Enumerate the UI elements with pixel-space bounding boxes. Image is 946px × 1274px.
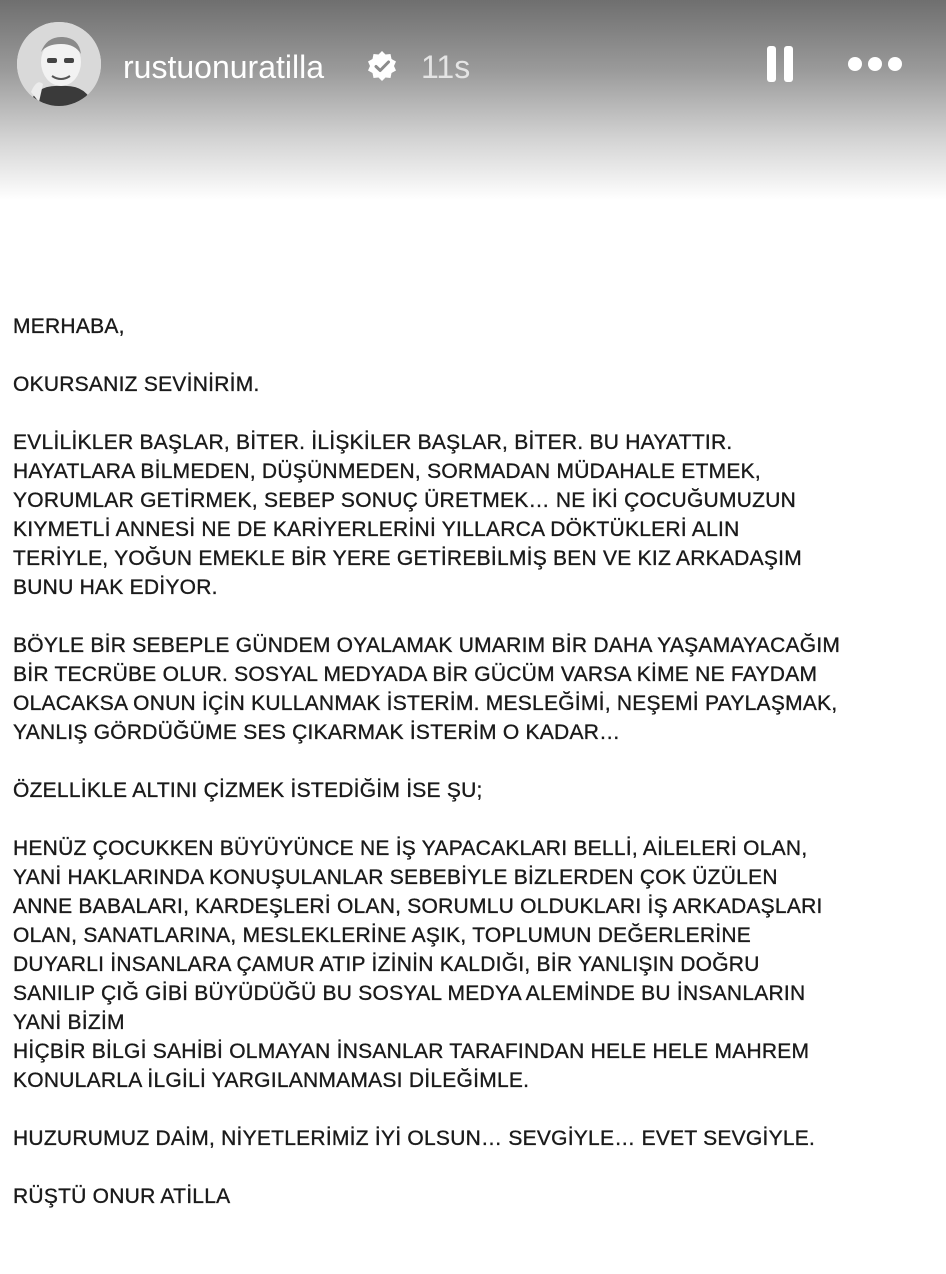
- letter-closing: HUZURUMUZ DAİM, NİYETLERİMİZ İYİ OLSUN… SEVGİYLE… EVET SEVGİYLE.: [13, 1127, 816, 1150]
- letter-paragraph-3: ÖZELLİKLE ALTINI ÇİZMEK İSTEDİĞİM İSE ŞU;: [13, 779, 483, 802]
- letter-greeting: MERHABA,: [13, 315, 125, 338]
- letter-paragraph-4: HENÜZ ÇOCUKKEN BÜYÜYÜNCE NE İŞ YAPACAKLARI BELLİ, AİLELERİ OLAN, YANİ HAKLARINDA KONUŞULANLAR SEBEBİYLE BİZLERDEN ÇOK ÜZÜLEN ANNE BABALARI, KARDEŞLERİ OLAN, SORUMLU OLDUKLARI İŞ ARKADAŞLARI OLAN, SANATLARINA, MESLEKLERİNE AŞIK, TOPLUMUN DEĞERLERİNE DUYARLI İNSANLARA ÇAMUR ATIP İZİNİN KALDIĞI, BİR YANLIŞIN DOĞRU SANILIP ÇIĞ GİBİ BÜYÜDÜĞÜ BU SOSYAL MEDYA ALEMİNDE BU İNSANLARIN YANİ BİZİM HİÇBİR BİLGİ SAHİBİ OLMAYAN İNSANLAR TARAFINDAN HELE HELE MAHREM KONULARLA İLGİLİ YARGILANMAMASI DİLEĞİMLE.: [13, 837, 823, 1092]
- profile-photo: [17, 22, 101, 106]
- more-options-icon: [848, 57, 862, 71]
- verified-badge-icon: [366, 50, 398, 82]
- story-header: [0, 0, 946, 130]
- story-timestamp: 11s: [421, 49, 471, 85]
- username[interactable]: rustuonuratilla: [123, 49, 324, 85]
- letter-signature: RÜŞTÜ ONUR ATİLLA: [13, 1185, 231, 1208]
- letter-intro: OKURSANIZ SEVİNİRİM.: [13, 373, 260, 396]
- letter-paragraph-2: BÖYLE BİR SEBEPLE GÜNDEM OYALAMAK UMARIM BİR DAHA YAŞAMAYACAĞIM BİR TECRÜBE OLUR. SOSYAL MEDYADA BİR GÜCÜM VARSA KİME NE FAYDAM OLACAKSA ONUN İÇİN KULLANMAK İSTERİM. MESLEĞİMİ, NEŞEMİ PAYLAŞMAK, YANLIŞ GÖRDÜĞÜME SES ÇIKARMAK İSTERİM O KADAR…: [13, 634, 841, 744]
- avatar[interactable]: [17, 22, 101, 106]
- pause-button[interactable]: [758, 44, 802, 88]
- more-options-button[interactable]: [842, 44, 908, 84]
- letter-paragraph-1: EVLİLİKLER BAŞLAR, BİTER. İLİŞKİLER BAŞLAR, BİTER. BU HAYATTIR. HAYATLARA BİLMEDEN, DÜŞÜNMEDEN, SORMADAN MÜDAHALE ETMEK, YORUMLAR GETİRMEK, SEBEP SONUÇ ÜRETMEK… NE İKİ ÇOCUĞUMUZUN KIYMETLİ ANNESİ NE DE KARİYERLERİNİ YILLARCA DÖKTÜKLERİ ALIN TERİYLE, YOĞUN EMEKLE BİR YERE GETİREBİLMİŞ BEN VE KIZ ARKADAŞIM BUNU HAK EDİYOR.: [13, 431, 802, 599]
- pause-icon: [767, 46, 776, 82]
- letter-text: [13, 312, 938, 1211]
